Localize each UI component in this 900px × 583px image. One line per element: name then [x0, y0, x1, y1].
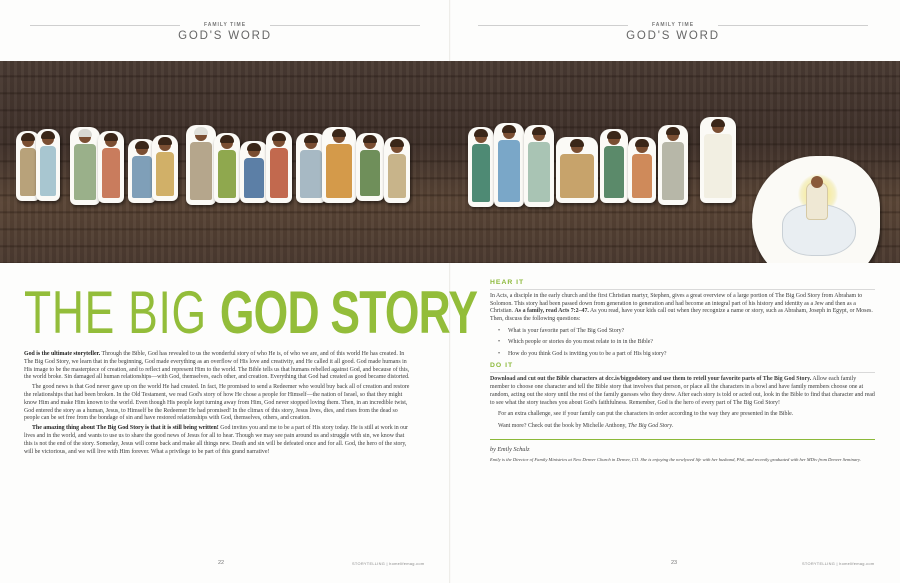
do-it-paragraph — [490, 376, 875, 407]
paper-character — [600, 129, 628, 203]
paper-character — [70, 127, 100, 205]
footer-line: STORYTELLING | homelifemag.com — [802, 561, 875, 566]
bold-instruction: Download and cut out the Bible characters at dcc.is/biggodstory and use them to retell your favorite parts of The Big God Story. — [490, 376, 812, 383]
rule — [490, 439, 875, 440]
hear-it-heading: HEAR IT — [490, 279, 525, 286]
title-bold: GOD STORY — [219, 279, 478, 346]
page-title — [24, 279, 478, 346]
running-head-kicker: FAMILY TIME — [203, 22, 247, 28]
paragraph-text: Want more? Check out the book by Michelle Anthony, — [498, 423, 629, 430]
paragraph-text: Allow each family member to choose one character and tell the Bible story that involves that person, or place all the characters in a bowl and have family members choose one at random, acting out the story until the rest of the family guesses who they drew. After each story is told or acted out, look in the Bible to find that character and read to see what the story teaches you about God's faithfulness. Remember, God is the hero of every part of The Big God Story! — [490, 376, 875, 406]
do-it-heading: DO IT — [490, 362, 514, 370]
book-title: The Big God Story — [628, 423, 673, 430]
paper-character — [468, 127, 494, 207]
left-body — [24, 351, 414, 458]
lead-in: God is the ultimate storyteller. — [24, 351, 101, 357]
paragraph-text: God invites you and me to be a part of His story today. He is still at work in our lives and in the world, and wants to use us to share the good news of Jesus for all to hear. Though we may see pain around us and struggle with sin, we know that this is not the end of the story. Someday, Jesus will come back and make all things new. Death and sin will be defeated once and for all. God, the hero of the story, will be victorious, and we will live with Him forever. What a privilege to be part of this grand narrative! — [24, 425, 409, 455]
paragraph-text: The good news is that God never gave up on the world He had created. In fact, He promised to send a Redeemer who would buy back all of creation and restore the relationships that had been broken. In the Old Testament, we read God's story of how He chose a people for Himself—the nation of Israel, so that they might know Him and make Him known to the world. Even though His people kept turning away from Him, God never stopped loving them. Then, in an incredible twist, God entered the story as a human, Jesus, to Himself be the Redeemer He had promised! In the climax of this story, Jesus lives, dies, and rises from the dead so people can be set free from the bondage of sin and have restored relationships with God, themselves, others, and creation. — [24, 384, 410, 422]
running-head-title: GOD'S WORD — [178, 30, 272, 42]
paper-character — [214, 133, 240, 203]
paper-character — [322, 127, 356, 203]
right-column — [490, 279, 875, 463]
paper-character — [356, 133, 384, 201]
paper-character — [658, 125, 688, 205]
page-number: 22 — [218, 560, 225, 566]
paper-character — [186, 125, 216, 205]
rule — [30, 25, 180, 26]
want-more-paragraph — [490, 423, 875, 431]
paragraph-text: As you read, have your kids call out when they recognize a name or story, such as Abraham, Joseph in Egypt, or Moses. Then, discuss the following questions: — [490, 308, 873, 323]
paper-character — [384, 137, 410, 203]
paragraph — [24, 425, 414, 456]
paragraph-text: In Acts, a disciple in the early church and the first Christian martyr, Stephen, gives a great overview of a large portion of The Big God Story from Abraham to Solomon. This story had been passed down from generation to generation and had become an integral part of his history and identity as a Jew and then as a Christian. — [490, 292, 863, 315]
lead-in: The amazing thing about The Big God Story is that it is still being written! — [32, 425, 219, 432]
paper-character — [556, 137, 598, 203]
rule — [490, 289, 875, 290]
running-head-left — [30, 22, 420, 42]
list-item: • What is your favorite part of The Big God Story? — [498, 328, 875, 336]
question-list — [498, 328, 875, 358]
paper-character — [700, 117, 736, 203]
page-number: 23 — [671, 560, 678, 566]
paper-character — [98, 131, 124, 203]
hear-it-intro — [490, 293, 875, 324]
byline: by Emily Schulz — [490, 445, 530, 453]
running-head-right — [478, 22, 868, 42]
paper-character — [494, 123, 524, 207]
rule — [478, 25, 628, 26]
paragraph-text: . — [672, 423, 674, 430]
running-head-title: GOD'S WORD — [626, 30, 720, 42]
paragraph — [24, 351, 414, 382]
challenge-paragraph: For an extra challenge, see if your family can put the characters in order according to the way they are presented in the Bible. — [498, 411, 794, 418]
paper-character — [266, 131, 292, 203]
paper-character — [152, 135, 178, 201]
rule — [490, 372, 875, 373]
rider-on-white-horse — [752, 156, 880, 263]
rule — [270, 25, 420, 26]
running-head-kicker: FAMILY TIME — [651, 22, 695, 28]
paper-character — [36, 129, 60, 201]
paper-character — [240, 141, 268, 203]
paper-character — [628, 137, 656, 203]
rule — [718, 25, 868, 26]
paragraph — [24, 384, 414, 423]
bible-characters-photo — [0, 61, 900, 263]
author-bio: Emily is the Director of Family Ministries at New Denver Church in Denver, CO. She is enjoying the newlywed life with her husband, Phil, and recently graduated with her MDiv from Denver Seminary. — [490, 456, 861, 462]
list-item: • Which people or stories do you most relate to in in the Bible? — [498, 339, 875, 347]
list-item: • How do you think God is inviting you to be a part of His big story? — [498, 351, 875, 359]
bold-instruction: As a family, read Acts 7:2–47. — [514, 308, 589, 315]
paper-character — [524, 125, 554, 207]
title-thin: THE BIG — [24, 279, 220, 346]
paragraph-text: Through the Bible, God has revealed to us the wonderful story of who He is, of who we are, and of this world He has created. In The Big God Story, we learn that in the beginning, God made everything as an overflow of His love and creativity, and He called it all good. God made humans in His image to be the masterpiece of creation, and to reflect and represent Him to the world. The Bible tells us that humans rebelled against God, and because of this, the world broke. Sin damaged all human relationships—with God, themselves, each other, and creation. Everything that God had created as good became distorted. — [24, 351, 410, 381]
footer-line: STORYTELLING | homelifemag.com — [352, 561, 425, 566]
